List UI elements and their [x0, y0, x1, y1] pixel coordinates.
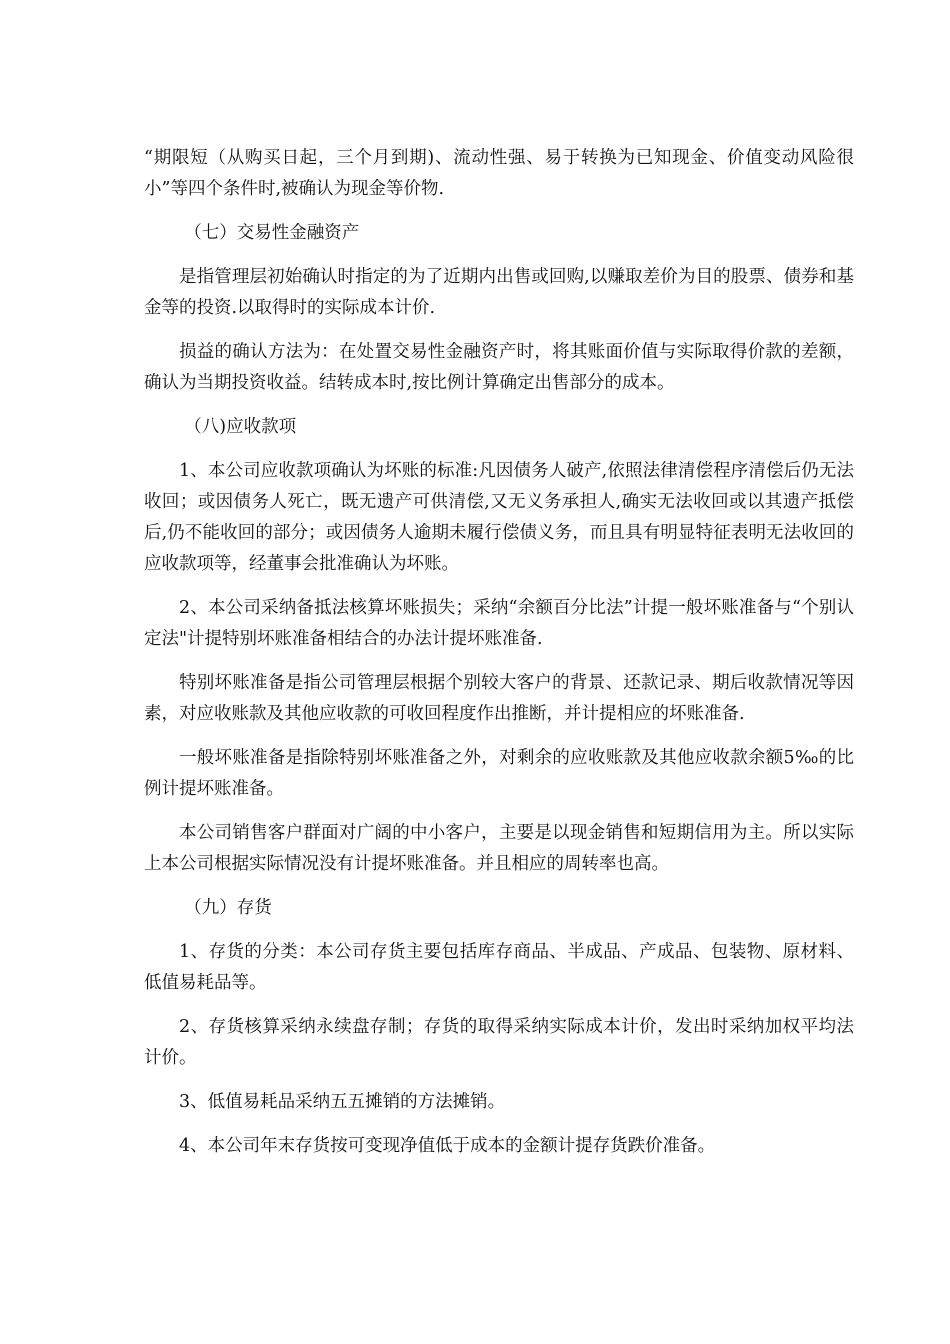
paragraph-low-value-consumables: 3、低值易耗品采纳五五摊销的方法摊销。 — [179, 1092, 506, 1112]
paragraph-cash-equivalents-continuation: “期限短（从购买日起，三个月到期)、流动性强、易于转换为已知现金、价值变动风险很小”等四个条件时,被确认为现金等价物. — [144, 148, 854, 199]
section-heading-receivables: （八)应收款项 — [184, 417, 297, 437]
document-body — [144, 143, 854, 1175]
paragraph-special-allowance: 特别坏账准备是指公司管理层根据个别较大客户的背景、还款记录、期后收款情况等因素，对应收账款及其他应收款的可收回程度作出推断，并计提相应的坏账准备. — [144, 673, 854, 724]
paragraph-inventory-classification: 1、存货的分类：本公司存货主要包括库存商品、半成品、产成品、包装物、原材料、低值易耗品等。 — [144, 942, 854, 993]
section-heading-trading-financial-assets: （七）交易性金融资产 — [184, 223, 360, 243]
section-heading-inventory: （九）存货 — [184, 898, 272, 918]
paragraph-trading-assets-definition: 是指管理层初始确认时指定的为了近期内出售或回购,以赚取差价为目的股票、债券和基金等的投资.以取得时的实际成本计价. — [144, 267, 854, 318]
paragraph-gain-loss-recognition: 损益的确认方法为：在处置交易性金融资产时，将其账面价值与实际取得价款的差额，确认为当期投资收益。结转成本时,按比例计算确定出售部分的成本。 — [144, 342, 854, 393]
paragraph-bad-debt-standard: 1、本公司应收款项确认为坏账的标准:凡因债务人破产,依照法律清偿程序清偿后仍无法收回；或因债务人死亡，既无遗产可供清偿,又无义务承担人,确实无法收回或以其遗产抵偿后,仍不能收回的部分；或因债务人逾期未履行偿债义务，而且具有明显特征表明无法收回的应收款项等，经董事会批准确认为坏账。 — [144, 461, 854, 574]
paragraph-customer-base: 本公司销售客户群面对广阔的中小客户，主要是以现金销售和短期信用为主。所以实际上本公司根据实际情况没有计提坏账准备。并且相应的周转率也高。 — [144, 823, 854, 874]
paragraph-inventory-impairment: 4、本公司年末存货按可变现净值低于成本的金额计提存货跌价准备。 — [179, 1136, 716, 1156]
paragraph-general-allowance: 一般坏账准备是指除特别坏账准备之外，对剩余的应收账款及其他应收款余额5‰的比例计提坏账准备。 — [144, 748, 854, 799]
paragraph-inventory-accounting: 2、存货核算采纳永续盘存制；存货的取得采纳实际成本计价，发出时采纳加权平均法计价。 — [144, 1017, 854, 1068]
paragraph-allowance-method: 2、本公司采纳备抵法核算坏账损失；采纳“余额百分比法”计提一般坏账准备与“个别认定法"计提特别坏账准备相结合的办法计提坏账准备. — [144, 598, 854, 649]
